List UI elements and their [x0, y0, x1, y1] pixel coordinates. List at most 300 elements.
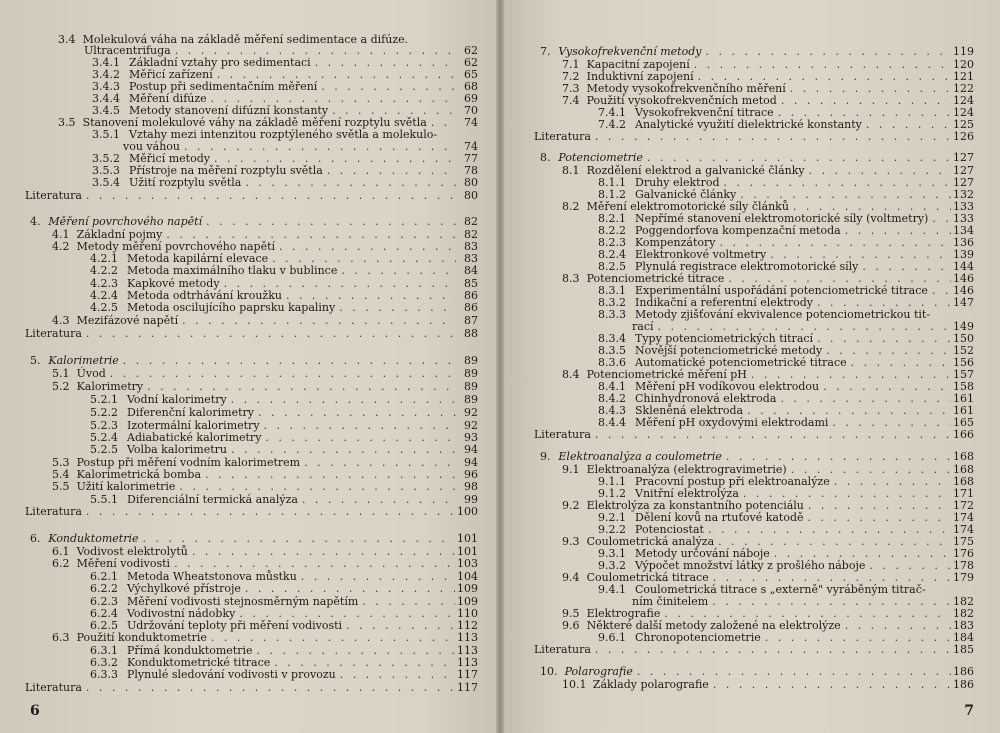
dot-leader [257, 645, 455, 657]
toc-entry [534, 644, 974, 656]
toc-entry-title: Stanovení molekulové váhy na základě měření rozptylu světla [82, 116, 427, 129]
toc-entry-page: 165 [953, 416, 974, 429]
toc-entry-page: 127 [953, 164, 974, 177]
toc-entry-page: 78 [464, 164, 478, 177]
toc-entry-number: 8.3.1 [598, 284, 626, 297]
toc-entry-page: 87 [464, 314, 478, 327]
toc-entry-title: Postup při sedimentačním měření [129, 80, 318, 93]
toc-entry-title: Metody vysokofrekvenčního měření [586, 82, 786, 95]
toc-entry-title: Konduktometrické titrace [127, 656, 271, 669]
toc-entry-number: 5.2.4 [90, 431, 118, 444]
toc-entry-title: Nepřímé stanovení elektromotorické síly (voltmetry) [635, 212, 929, 225]
toc-entry-title: Měření elektromotorické síly článků [586, 200, 789, 213]
toc-entry-page: 179 [953, 571, 974, 584]
dot-leader [832, 417, 951, 429]
toc-entry-title: Izotermální kalorimetry [127, 419, 260, 432]
toc-entry [90, 394, 478, 406]
toc-entry-title: Metody měření povrchového napětí [76, 240, 276, 253]
toc-entry-number: 8.3.3 [598, 308, 626, 321]
toc-entry-page: 69 [464, 92, 478, 105]
toc-entry-number: 4.2.5 [90, 301, 118, 314]
toc-entry-title: Použití konduktometrie [76, 631, 207, 644]
toc-entry-title: Mezifázové napětí [76, 314, 179, 327]
toc-entry-page: 172 [953, 499, 974, 512]
toc-entry [540, 152, 974, 164]
toc-entry-page: 157 [953, 368, 974, 381]
right-page [504, 0, 1000, 733]
toc-entry-title: Diferenční kalorimetry [127, 406, 255, 419]
toc-entry-title: Literatura [25, 505, 82, 518]
toc-entry-title: Vodivost elektrolytů [76, 545, 188, 558]
dot-leader [726, 451, 951, 463]
dot-leader [845, 620, 951, 632]
toc-entry-page: 113 [457, 631, 478, 644]
toc-entry-number: 9.5 [562, 607, 580, 620]
toc-entry-title: Metody stanovení difúzní konstanty [129, 104, 329, 117]
toc-entry-page: 96 [464, 468, 478, 481]
toc-entry-page: 85 [464, 277, 478, 290]
book-gutter [496, 0, 504, 733]
toc-entry-page: 103 [457, 557, 478, 570]
toc-entry-title: Kompenzátory [635, 236, 716, 249]
toc-entry-title: Použití vysokofrekvenčních metod [586, 94, 777, 107]
dot-leader [346, 620, 455, 632]
toc-entry-number: 6.2.5 [90, 619, 118, 632]
toc-entry-page: 98 [464, 480, 478, 493]
toc-entry-title: Pracovní postup při elektroanalýze [635, 475, 830, 488]
toc-entry-page: 80 [464, 176, 478, 189]
toc-entry-number: 3.4.5 [92, 104, 120, 117]
toc-entry-page: 89 [464, 354, 478, 367]
toc-entry-number: 8.3.2 [598, 296, 626, 309]
toc-entry-title: Elektroanalýza (elektrogravimetrie) [586, 463, 787, 476]
toc-entry-title: Literatura [25, 681, 82, 694]
toc-entry [25, 190, 478, 202]
toc-entry-title: Skleněná elektroda [635, 404, 744, 417]
toc-entry-number: 6. [30, 532, 41, 545]
toc-entry-page: 110 [457, 607, 478, 620]
toc-entry-page: 70 [464, 104, 478, 117]
dot-leader [932, 285, 951, 297]
toc-entry-number: 8.4.1 [598, 380, 626, 393]
dot-leader [179, 481, 456, 493]
dot-leader [264, 420, 456, 432]
toc-entry-page: 124 [953, 94, 974, 107]
toc-entry-number: 6.3.3 [90, 668, 118, 681]
toc-entry-page: 175 [953, 535, 974, 548]
toc-entry-title: Užití kalorimetrie [76, 480, 176, 493]
toc-entry-number: 3.5.4 [92, 176, 120, 189]
page-number-right: 7 [964, 703, 974, 719]
toc-entry-title: Literatura [534, 130, 591, 143]
toc-entry-title: Poggendorfova kompenzační metoda [635, 224, 841, 237]
toc-entry-title: Kalorimetry [76, 380, 144, 393]
toc-entry-number: 9.2.1 [598, 511, 626, 524]
toc-entry-page: 74 [464, 140, 478, 153]
toc-entry-title: Chronopotenciometrie [635, 631, 761, 644]
toc-entry-title: vou váhou [123, 140, 180, 153]
toc-entry-title: Některé další metody založené na elektrolýze [586, 619, 841, 632]
toc-entry-number: 6.2.1 [90, 570, 118, 583]
toc-entry-title: Potenciometrie [558, 151, 643, 164]
toc-entry-page: 122 [953, 82, 974, 95]
toc-entry-page: 101 [457, 545, 478, 558]
toc-entry [90, 444, 478, 456]
dot-leader [708, 524, 951, 536]
toc-entry-number: 4.3 [52, 314, 70, 327]
toc-entry-title: Literatura [534, 428, 591, 441]
toc-entry-number: 7.4.2 [598, 118, 626, 131]
toc-entry-number: 6.2 [52, 557, 70, 570]
toc-entry-page: 109 [457, 582, 478, 595]
toc-entry-title: Elektronkové voltmetry [635, 248, 767, 261]
toc-entry [90, 302, 478, 314]
toc-entry-number: 8.1 [562, 164, 580, 177]
toc-entry-page: 92 [464, 419, 478, 432]
toc-entry-number: 8.1.1 [598, 176, 626, 189]
toc-entry-title: Vodivostní nádobky [127, 607, 236, 620]
toc-entry [52, 481, 478, 493]
dot-leader [765, 632, 951, 644]
toc-entry-title: Udržování teploty při měření vodivosti [127, 619, 343, 632]
toc-entry-title: Adiabatické kalorimetry [127, 431, 262, 444]
toc-entry-page: 161 [953, 392, 974, 405]
toc-entry-number: 6.3.1 [90, 644, 118, 657]
toc-entry-page: 89 [464, 380, 478, 393]
toc-entry-title: Automatické potenciometrické titrace [635, 356, 847, 369]
toc-entry-page: 86 [464, 301, 478, 314]
toc-entry-number: 3.4.1 [92, 56, 120, 69]
toc-entry [598, 632, 974, 644]
toc-entry-number: 4.2.4 [90, 289, 118, 302]
toc-entry-number: 4.2.1 [90, 252, 118, 265]
toc-entry-title: Potenciometrické titrace [586, 272, 725, 285]
toc-entry [534, 429, 974, 441]
dot-leader [245, 583, 455, 595]
dot-leader [321, 81, 456, 93]
dot-leader [86, 190, 456, 202]
toc-entry [90, 494, 478, 506]
toc-entry-title: Základní pojmy [76, 228, 163, 241]
dot-leader [808, 512, 951, 524]
toc-entry-page: 80 [464, 189, 478, 202]
dot-leader [302, 494, 456, 506]
dot-leader [823, 381, 951, 393]
toc-entry-page: 146 [953, 272, 974, 285]
dot-leader [862, 261, 951, 273]
toc-entry [92, 177, 478, 189]
toc-entry-title: Coulometrická titrace [586, 571, 709, 584]
toc-entry-number: 5.5.1 [90, 493, 118, 506]
dot-leader [258, 407, 456, 419]
toc-entry-number: 3.5.3 [92, 164, 120, 177]
toc-entry-title: Elektrografie [586, 607, 661, 620]
toc-entry-number: 3.4.2 [92, 68, 120, 81]
toc-entry-title: Literatura [534, 643, 591, 656]
toc-entry-title: Rozdělení elektrod a galvanické články [586, 164, 805, 177]
toc-entry-number: 6.3.2 [90, 656, 118, 669]
toc-entry [598, 417, 974, 429]
toc-entry-number: 8.2.2 [598, 224, 626, 237]
toc-entry-number: 8.1.2 [598, 188, 626, 201]
toc-entry-page: 68 [464, 80, 478, 93]
toc-entry-title: Kalorimetrická bomba [76, 468, 201, 481]
dot-leader [834, 476, 951, 488]
dot-leader [304, 457, 456, 469]
toc-entry-number: 3.5 [58, 116, 76, 129]
toc-entry-number: 7.1 [562, 58, 580, 71]
toc-entry-page: 109 [457, 595, 478, 608]
dot-leader [339, 302, 456, 314]
toc-entry-page: 174 [953, 523, 974, 536]
toc-entry [52, 558, 478, 570]
dot-leader [205, 469, 456, 481]
toc-entry-page: 136 [953, 236, 974, 249]
dot-leader [595, 131, 951, 143]
toc-entry-number: 5.2 [52, 380, 70, 393]
toc-entry-page: 94 [464, 443, 478, 456]
dot-leader [341, 265, 456, 277]
toc-entry-title: Elektrolýza za konstantního potenciálu [586, 499, 804, 512]
toc-entry-page: 146 [953, 284, 974, 297]
toc-entry-title: Metody určování náboje [635, 547, 770, 560]
toc-entry [90, 583, 478, 595]
toc-entry-page: 178 [953, 559, 974, 572]
toc-entry-page: 183 [953, 619, 974, 632]
toc-entry-number: 7. [540, 45, 551, 58]
toc-entry [30, 216, 478, 228]
toc-entry-page: 83 [464, 252, 478, 265]
toc-entry-number: 7.4 [562, 94, 580, 107]
toc-entry-number: 9.3.2 [598, 559, 626, 572]
toc-entry-title: Coulometrická titrace s „externě" vyráběným titrač- [635, 583, 926, 596]
toc-entry-title: Vnitřní elektrolýza [635, 487, 739, 500]
toc-entry-number: 5.2.5 [90, 443, 118, 456]
toc-entry-title: Metoda Wheatstonova můstku [127, 570, 297, 583]
dot-leader [851, 357, 951, 369]
dot-leader [231, 394, 456, 406]
toc-entry [632, 596, 974, 608]
toc-entry-page: 113 [457, 644, 478, 657]
toc-entry-number: 5.3 [52, 456, 70, 469]
toc-entry-number: 7.2 [562, 70, 580, 83]
toc-entry-title: Plynulá registrace elektromotorické síly [635, 260, 859, 273]
toc-entry [25, 682, 478, 694]
toc-entry-page: 113 [457, 656, 478, 669]
toc-entry-page: 112 [457, 619, 478, 632]
dot-leader [315, 57, 456, 69]
toc-entry-title: Chinhydronová elektroda [635, 392, 777, 405]
toc-entry-number: 8.2.4 [598, 248, 626, 261]
toc-entry-number: 3.4 [58, 33, 76, 46]
toc-entry-page: 152 [953, 344, 974, 357]
toc-entry-number: 8.2.1 [598, 212, 626, 225]
toc-entry [30, 533, 478, 545]
dot-leader [705, 46, 951, 58]
toc-entry-number: 6.2.3 [90, 595, 118, 608]
toc-entry-number: 8.4.4 [598, 416, 626, 429]
toc-entry-title: Měření vodivosti stejnosměrným napětím [127, 595, 359, 608]
toc-entry-number: 9.1.2 [598, 487, 626, 500]
dot-leader [211, 632, 455, 644]
toc-entry-number: 9.4.1 [598, 583, 626, 596]
toc-entry-number: 9.2.2 [598, 523, 626, 536]
toc-entry-page: 134 [953, 224, 974, 237]
toc-entry-number: 8.4.3 [598, 404, 626, 417]
toc-entry-page: 171 [953, 487, 974, 500]
toc-entry [534, 131, 974, 143]
toc-entry-title: Metoda odtrhávání kroužku [127, 289, 282, 302]
toc-entry-title: Dělení kovů na rtuťové katodě [635, 511, 804, 524]
toc-right [504, 0, 1000, 733]
dot-leader [809, 165, 951, 177]
toc-entry-number: 4.2 [52, 240, 70, 253]
toc-entry-page: 124 [953, 106, 974, 119]
toc-entry-page: 185 [953, 643, 974, 656]
toc-entry-title: Analytické využití dielektrické konstanty [635, 118, 862, 131]
toc-entry-number: 9.1.1 [598, 475, 626, 488]
toc-entry [540, 666, 974, 678]
toc-entry-page: 62 [464, 56, 478, 69]
toc-entry-number: 9.6 [562, 619, 580, 632]
toc-entry-title: Základní vztahy pro sedimentaci [129, 56, 311, 69]
toc-entry [52, 368, 478, 380]
toc-entry [540, 46, 974, 58]
toc-entry-page: 161 [953, 404, 974, 417]
dot-leader [866, 119, 951, 131]
dot-leader [123, 355, 456, 367]
toc-entry-number: 8.3.6 [598, 356, 626, 369]
toc-entry-page: 84 [464, 264, 478, 277]
toc-entry-title: Induktivní zapojení [586, 70, 694, 83]
dot-leader [265, 432, 456, 444]
toc-entry-number: 4.2.2 [90, 264, 118, 277]
toc-entry-number: 8.2.5 [598, 260, 626, 273]
toc-entry-number: 8.3 [562, 272, 580, 285]
toc-entry-number: 5.2.3 [90, 419, 118, 432]
toc-entry-title: Výchylkové přístroje [127, 582, 241, 595]
dot-leader [184, 141, 456, 153]
toc-entry-title: Literatura [25, 189, 82, 202]
toc-entry-title: Vztahy mezi intenzitou rozptýleného světla a molekulo- [129, 128, 438, 141]
toc-entry-title: Vysokofrekvenční titrace [635, 106, 774, 119]
toc-entry-title: Konduktometrie [48, 532, 139, 545]
dot-leader [301, 571, 455, 583]
toc-entry [25, 506, 478, 518]
toc-entry-number: 6.1 [52, 545, 70, 558]
toc-entry-number: 5. [30, 354, 41, 367]
toc-entry-page: 120 [953, 58, 974, 71]
dot-leader [182, 315, 456, 327]
dot-leader [713, 679, 951, 691]
toc-entry-number: 9.3.1 [598, 547, 626, 560]
dot-leader [143, 533, 455, 545]
toc-entry-page: 182 [953, 595, 974, 608]
toc-entry-number: 7.3 [562, 82, 580, 95]
toc-entry-title: Užití rozptylu světla [129, 176, 242, 189]
toc-entry-title: Měření pH vodíkovou elektrodou [635, 380, 820, 393]
toc-entry-number: 10. [540, 665, 558, 678]
toc-entry-title: Kapacitní zapojení [586, 58, 690, 71]
toc-entry-page: 184 [953, 631, 974, 644]
left-page [0, 0, 496, 733]
toc-entry [540, 451, 974, 463]
dot-leader [147, 381, 456, 393]
dot-leader [86, 506, 455, 518]
toc-entry-number: 10.1 [562, 678, 587, 691]
toc-entry-number: 9.6.1 [598, 631, 626, 644]
dot-leader [279, 241, 456, 253]
toc-entry [30, 355, 478, 367]
toc-entry-title: Metoda oscilujícího paprsku kapaliny [127, 301, 336, 314]
toc-entry-title: Molekulová váha na základě měření sedimentace a difúze. [82, 33, 409, 46]
toc-entry-page: 147 [953, 296, 974, 309]
toc-entry-page: 100 [457, 505, 478, 518]
toc-entry-number: 5.2.1 [90, 393, 118, 406]
toc-entry-page: 156 [953, 356, 974, 369]
toc-entry-page: 158 [953, 380, 974, 393]
toc-entry-page: 144 [953, 260, 974, 273]
toc-entry-number: 9. [540, 450, 551, 463]
toc-entry-title: Druhy elektrod [635, 176, 720, 189]
dot-leader [781, 95, 951, 107]
toc-entry-title: Měření pH oxydovými elektrodami [635, 416, 829, 429]
toc-entry-page: 168 [953, 463, 974, 476]
toc-entry-page: 132 [953, 188, 974, 201]
toc-entry-number: 3.5.1 [92, 128, 120, 141]
toc-entry-number: 5.1 [52, 367, 70, 380]
toc-entry-page: 65 [464, 68, 478, 81]
toc-entry-page: 168 [953, 450, 974, 463]
toc-entry-page: 62 [464, 44, 478, 57]
toc-entry-page: 139 [953, 248, 974, 261]
toc-entry-page: 77 [464, 152, 478, 165]
toc-entry-page: 166 [953, 428, 974, 441]
toc-entry-title: Ultracentrifuga [84, 44, 171, 57]
toc-entry-number: 9.3 [562, 535, 580, 548]
toc-entry-title: Úvod [76, 367, 106, 380]
toc-entry-number: 7.4.1 [598, 106, 626, 119]
dot-leader [110, 368, 456, 380]
toc-entry-page: 133 [953, 200, 974, 213]
toc-entry-page: 101 [457, 532, 478, 545]
page-number-left: 6 [30, 703, 40, 719]
toc-entry-page: 150 [953, 332, 974, 345]
toc-entry-title: Potenciostat [635, 523, 704, 536]
toc-entry-page: 182 [953, 607, 974, 620]
toc-entry-page: 94 [464, 456, 478, 469]
dot-leader [724, 177, 951, 189]
toc-entry-number: 8.2 [562, 200, 580, 213]
toc-entry-page: 176 [953, 547, 974, 560]
toc-entry-page: 93 [464, 431, 478, 444]
dot-leader [206, 216, 456, 228]
toc-entry-page: 168 [953, 475, 974, 488]
toc-entry-title: Výpočet množství látky z prošlého náboje [635, 559, 866, 572]
toc-entry-title: Potenciometrické měření pH [586, 368, 747, 381]
toc-entry-number: 6.2.4 [90, 607, 118, 620]
toc-entry-title: Měření vodivosti [76, 557, 171, 570]
dot-leader [192, 546, 455, 558]
toc-entry-title: Kalorimetrie [48, 354, 119, 367]
toc-entry-page: 117 [457, 668, 478, 681]
toc-entry-page: 126 [953, 130, 974, 143]
toc-entry [562, 679, 974, 691]
toc-entry [52, 632, 478, 644]
toc-entry-page: 82 [464, 228, 478, 241]
toc-entry-number: 9.1 [562, 463, 580, 476]
toc-entry-title: Literatura [25, 327, 82, 340]
